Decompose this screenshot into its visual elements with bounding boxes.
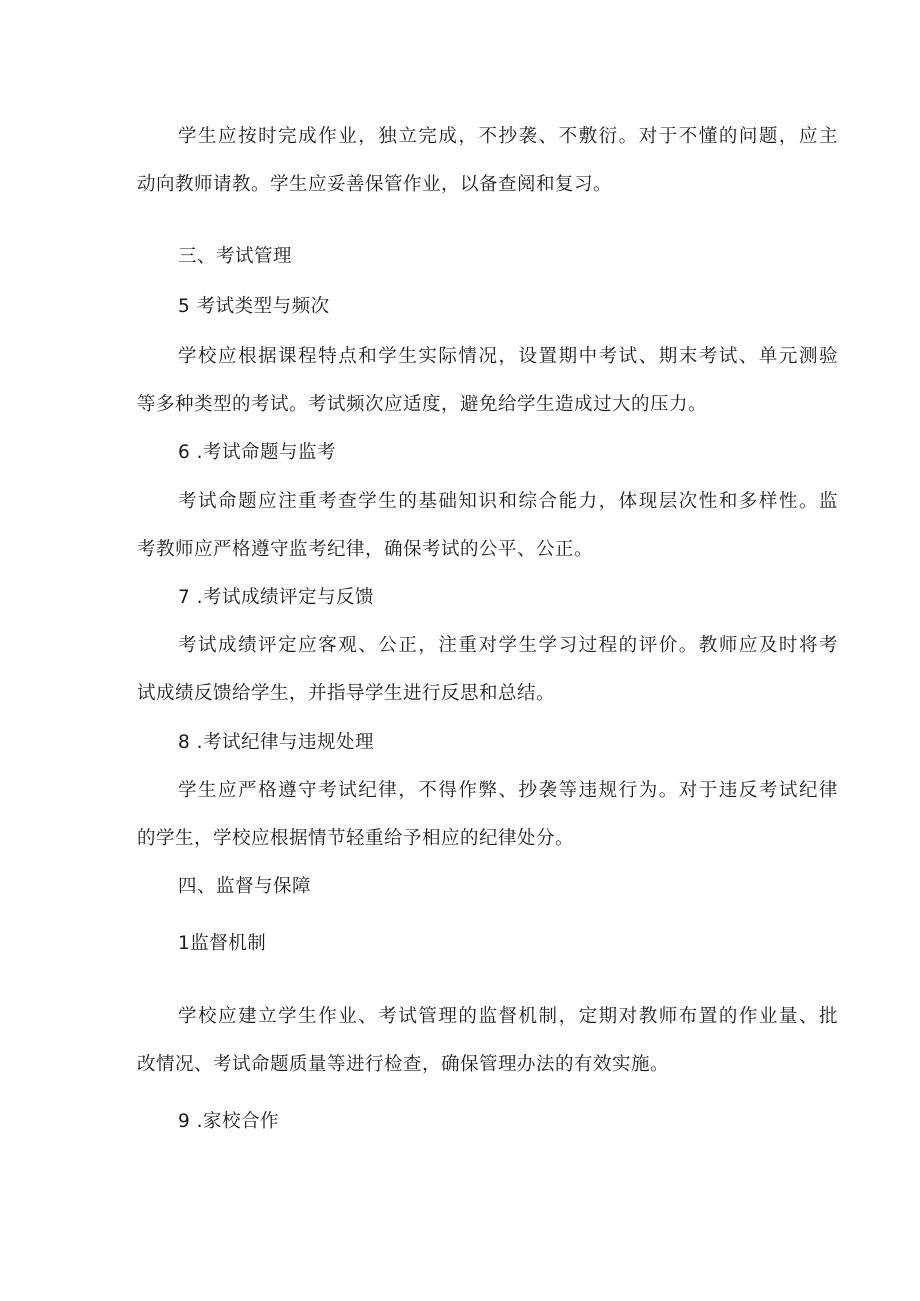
paragraph-line: 等多种类型的考试。考试频次应适度，避免给学生造成过大的压力。 [137,394,708,415]
subsection-heading: 7 .考试成绩评定与反馈 [178,587,375,608]
paragraph-line: 试成绩反馈给学生，并指导学生进行反思和总结。 [137,683,556,704]
paragraph-line: 学生应严格遵守考试纪律，不得作弊、抄袭等违规行为。对于违反考试纪律 [178,780,838,801]
paragraph-line: 动向教师请教。学生应妥善保管作业，以备查阅和复习。 [137,174,613,195]
paragraph-line: 考试命题应注重考查学生的基础知识和综合能力，体现层次性和多样性。监 [178,491,838,512]
subsection-heading: 9 .家校合作 [178,1111,280,1132]
paragraph-line: 学生应按时完成作业，独立完成，不抄袭、不敷衍。对于不懂的问题，应主 [178,126,838,147]
subsection-heading: 5 考试类型与频次 [178,296,330,317]
subsection-heading: 6 .考试命题与监考 [178,442,337,463]
paragraph-line: 改情况、考试命题质量等进行检查，确保管理办法的有效实施。 [137,1054,670,1075]
section-heading: 三、考试管理 [178,246,293,267]
paragraph-line: 考教师应严格遵守监考纪律，确保考试的公平、公正。 [137,539,594,560]
subsection-heading: 8 .考试纪律与违规处理 [178,732,375,753]
paragraph-line: 学校应根据课程特点和学生实际情况，设置期中考试、期末考试、单元测验 [178,346,838,367]
paragraph-line: 的学生，学校应根据情节轻重给予相应的纪律处分。 [137,828,575,849]
section-heading: 四、监督与保障 [178,876,312,897]
paragraph-line: 考试成绩评定应客观、公正，注重对学生学习过程的评价。教师应及时将考 [178,635,838,656]
paragraph-line: 学校应建立学生作业、考试管理的监督机制，定期对教师布置的作业量、批 [178,1006,838,1027]
subsection-heading: 1监督机制 [178,933,267,954]
